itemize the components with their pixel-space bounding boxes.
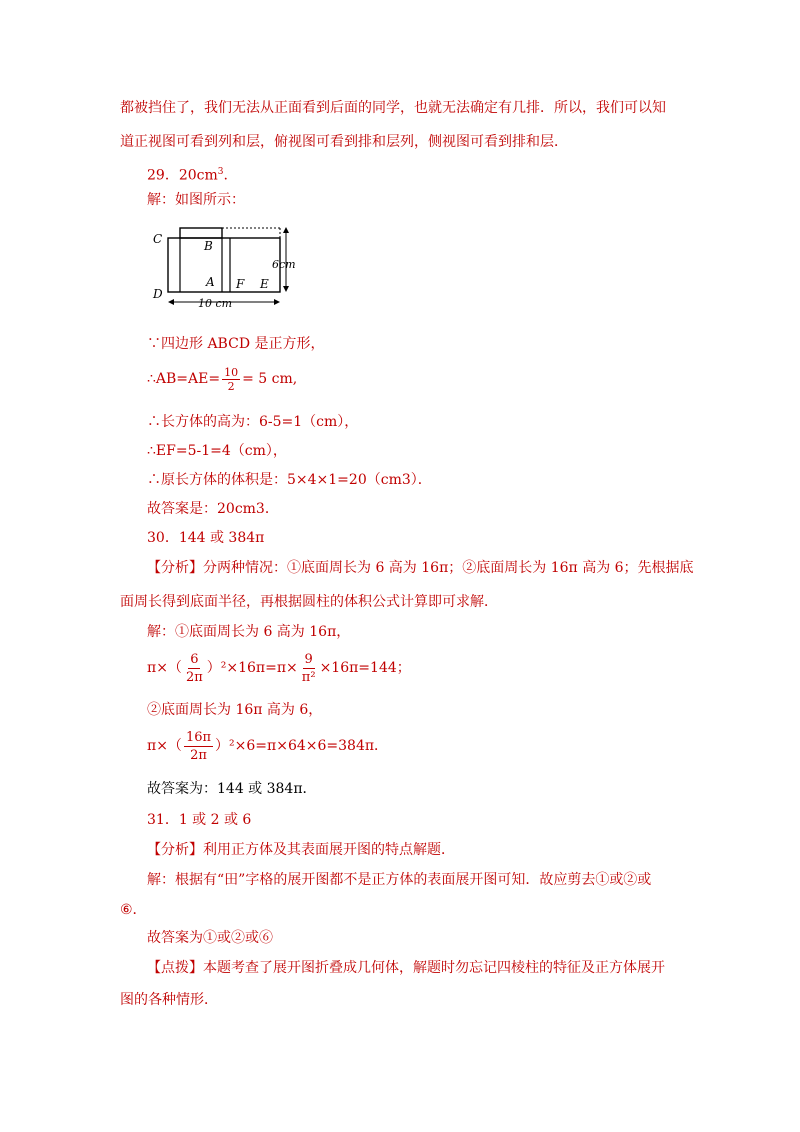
- step-6: 故答案是：20cm3．: [147, 501, 279, 517]
- height-arrow-top-head: [283, 227, 289, 233]
- label-e: E: [260, 277, 269, 291]
- fraction-10-over-2: [222, 366, 240, 393]
- eq2-post: ）²×6=π×64×6=384π．: [215, 738, 389, 754]
- label-height: 6cm: [272, 258, 296, 271]
- geometry-diagram: [148, 222, 308, 314]
- fraction-denominator: 2π: [185, 669, 203, 685]
- step-4: ∴EF=5-1=4（cm），: [147, 443, 287, 459]
- q31-heading: 31．1 或 2 或 6: [147, 812, 252, 828]
- fraction-numerator: 6: [190, 651, 199, 667]
- label-width: 10 cm: [198, 297, 233, 310]
- fraction-denominator: 2π: [190, 747, 207, 763]
- q29-heading: [147, 162, 228, 186]
- top-box: [180, 228, 222, 238]
- label-b: B: [204, 239, 213, 253]
- fraction-numerator: 16π: [185, 729, 212, 745]
- para-line-2: 道正视图可看到列和层，俯视图可看到排和层列，侧视图可看到排和层．: [120, 134, 568, 150]
- q31-tip-line-2: 图的各种情形．: [120, 992, 218, 1008]
- step-5: ∴原长方体的体积是：5×4×1=20（cm3）．: [147, 472, 432, 488]
- q30-equation-2: [147, 726, 388, 766]
- q31-solution-line-1: 解：根据有“田”字格的展开图都不是正方体的表面展开图可知．故应剪去①或②或: [147, 872, 652, 888]
- q30-analysis-line-1: 【分析】分两种情况：①底面周长为 6 高为 16π；②底面周长为 16π 高为 6；先根据底: [147, 560, 694, 576]
- height-arrow-bottom-head: [283, 286, 289, 292]
- label-d: D: [153, 287, 163, 301]
- step-2-post: = 5 cm,: [242, 371, 298, 387]
- q30-answer: 故答案为：144 或 384π．: [147, 781, 317, 797]
- width-arrow-left-head: [168, 299, 174, 305]
- q30-solution-1: 解：①底面周长为 6 高为 16π，: [147, 624, 351, 640]
- q29-solution-intro: 解：如图所示：: [147, 192, 245, 208]
- eq1-mid: ）²×16π=π×: [206, 660, 298, 676]
- q29-head-text: 29．20cm: [147, 167, 218, 184]
- q30-equation-1: [147, 648, 411, 688]
- fraction-16pi-over-2pi: [184, 729, 213, 764]
- step-2: [147, 362, 297, 396]
- diagram-svg: [148, 222, 308, 314]
- eq1-pre: π×（: [147, 660, 182, 676]
- fraction-denominator: π²: [301, 669, 316, 685]
- fraction-numerator: 10: [224, 365, 239, 379]
- q31-solution-line-2: ⑥．: [120, 902, 147, 918]
- fraction-numerator: 9: [304, 651, 313, 667]
- q31-answer: 故答案为①或②或⑥: [147, 930, 273, 946]
- step-1: ∵四边形 ABCD 是正方形，: [147, 336, 325, 352]
- fraction-denominator: 2: [227, 379, 235, 393]
- q31-analysis: 【分析】利用正方体及其表面展开图的特点解题．: [147, 842, 455, 858]
- step-2-pre: ∴AB=AE=: [147, 371, 221, 387]
- q29-head-sup: 3: [217, 167, 224, 177]
- fraction-6-over-2pi: [184, 651, 205, 686]
- q29-head-end: .: [223, 167, 228, 184]
- step-3: ∴长方体的高为：6-5=1（cm），: [147, 414, 359, 430]
- eq2-pre: π×（: [147, 738, 182, 754]
- label-a: A: [206, 275, 215, 289]
- width-arrow-right-head: [274, 299, 280, 305]
- label-f: F: [236, 277, 245, 291]
- eq1-post: ×16π=144；: [319, 660, 411, 676]
- para-line-1: 都被挡住了，我们无法从正面看到后面的同学，也就无法确定有几排．所以，我们可以知: [120, 100, 666, 116]
- fraction-9-over-pi-squared: [300, 651, 318, 686]
- q30-analysis-line-2: 面周长得到底面半径，再根据圆柱的体积公式计算即可求解．: [120, 594, 498, 610]
- q31-tip-line-1: 【点拨】本题考查了展开图折叠成几何体，解题时勿忘记四棱柱的特征及正方体展开: [147, 960, 665, 976]
- q30-solution-2: ②底面周长为 16π 高为 6，: [147, 702, 323, 718]
- q30-heading: 30．144 或 384π: [147, 530, 265, 546]
- label-c: C: [153, 232, 163, 246]
